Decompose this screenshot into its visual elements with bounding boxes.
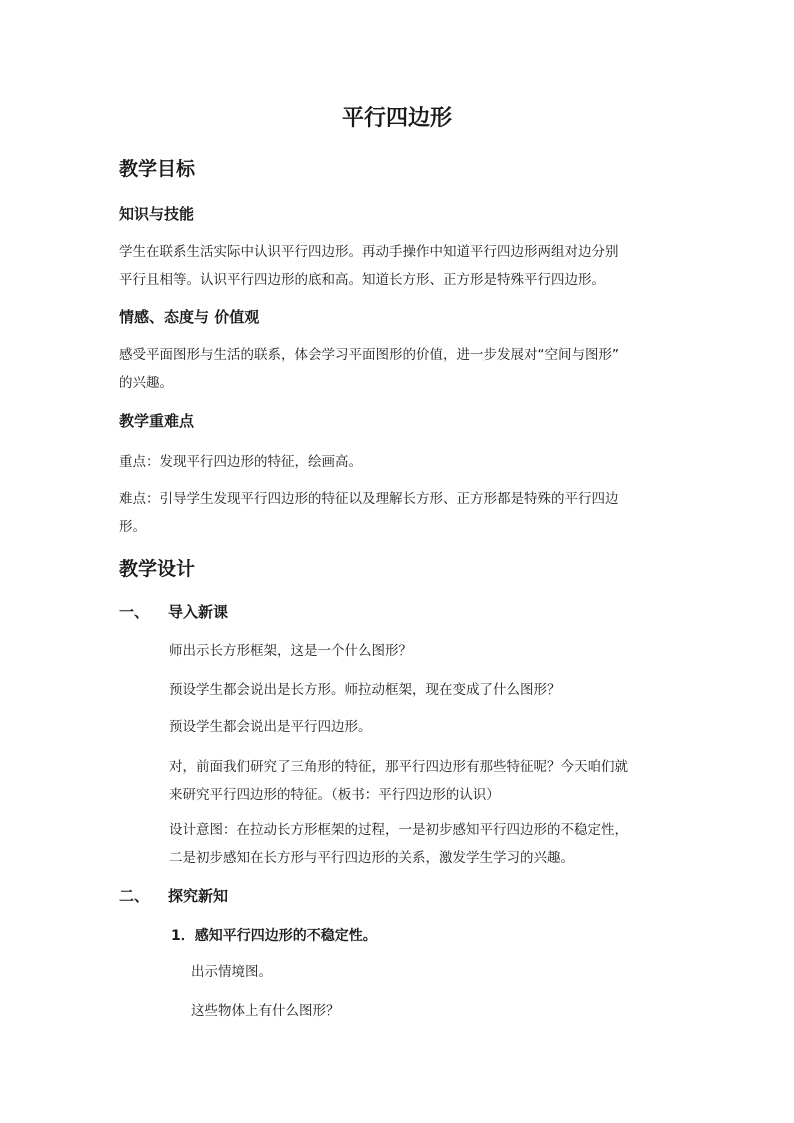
page-title: 平行四边形 (341, 106, 452, 131)
body-paragraph: 出示情境图。 (191, 964, 272, 980)
section-number: 二、 (119, 887, 150, 905)
paragraph-line: 难点：引导学生发现平行四边形的特征以及理解长方形、正方形都是特殊的平行四边 (119, 491, 619, 507)
paragraph-line: 二是初步感知在长方形与平行四边形的关系，激发学生学习的兴趣。 (169, 850, 574, 866)
knowledge-paragraph (119, 238, 619, 294)
design-intent-paragraph (169, 816, 628, 872)
paragraph-line: 学生在联系生活实际中认识平行四边形。再动手操作中知道平行四边形两组对边分别 (119, 244, 619, 260)
paragraph-line: 感受平面图形与生活的联系，体会学习平面图形的价值，进一步发展对“空间与图形” (119, 347, 619, 363)
body-paragraph: 预设学生都会说出是平行四边形。 (169, 719, 372, 735)
section-number: 一、 (119, 603, 150, 621)
difficulty-paragraph (119, 485, 619, 541)
body-paragraph: 这些物体上有什么图形？ (191, 1003, 340, 1019)
paragraph-line: 设计意图：在拉动长方形框架的过程，一是初步感知平行四边形的不稳定性， (169, 822, 628, 838)
subsection-heading: 1．感知平行四边形的不稳定性。 (171, 928, 377, 944)
key-points-heading: 教学重难点 (119, 412, 195, 430)
knowledge-heading: 知识与技能 (119, 205, 195, 223)
body-paragraph (169, 753, 628, 809)
section-label: 探究新知 (168, 887, 229, 905)
paragraph-line: 来研究平行四边形的特征。（板书：平行四边形的认识） (169, 787, 500, 803)
paragraph-line: 的兴趣。 (119, 375, 173, 391)
body-paragraph: 师出示长方形框架，这是一个什么图形？ (169, 643, 412, 659)
design-heading: 教学设计 (119, 558, 196, 580)
objectives-heading: 教学目标 (119, 158, 196, 180)
focus-paragraph: 重点：发现平行四边形的特征，绘画高。 (119, 454, 362, 470)
paragraph-line: 形。 (119, 519, 146, 535)
body-paragraph: 预设学生都会说出是长方形。师拉动框架，现在变成了什么图形？ (169, 682, 561, 698)
paragraph-line: 对，前面我们研究了三角形的特征，那平行四边形有那些特征呢？今天咱们就 (169, 759, 628, 775)
emotion-heading: 情感、态度与 价值观 (119, 308, 260, 326)
paragraph-line: 平行且相等。认识平行四边形的底和高。知道长方形、正方形是特殊平行四边形。 (119, 272, 605, 288)
section-label: 导入新课 (168, 603, 229, 621)
emotion-paragraph (119, 341, 619, 397)
